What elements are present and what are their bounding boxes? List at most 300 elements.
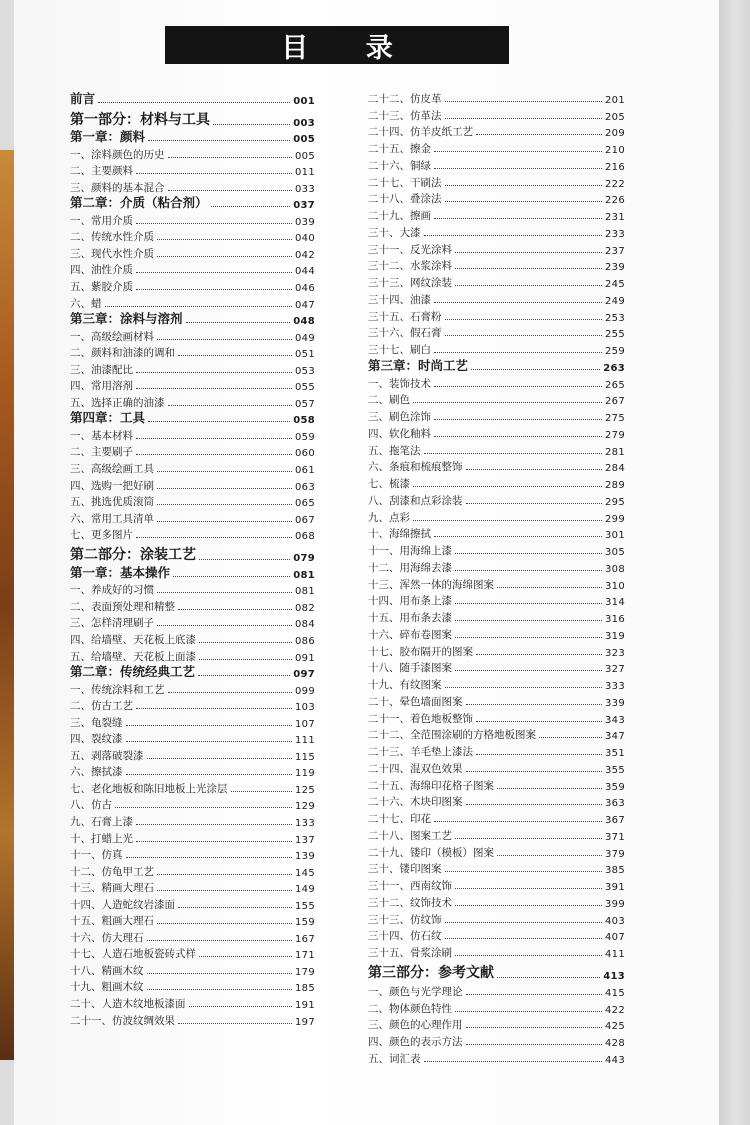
leader-dots — [136, 841, 292, 842]
leader-dots — [455, 603, 602, 604]
toc-page-number: 343 — [605, 714, 625, 726]
toc-entry-title: 六、常用工具清单 — [70, 512, 154, 525]
toc-entry — [368, 860, 625, 877]
leader-dots — [148, 140, 290, 141]
toc-page-number: 428 — [605, 1038, 625, 1049]
toc-page-number: 222 — [605, 178, 625, 190]
leader-dots — [136, 388, 292, 389]
toc-entry-title: 二、传统水性介质 — [70, 231, 154, 244]
toc-entry — [368, 324, 625, 341]
toc-entry-title: 三、颜料的基本混合 — [70, 181, 165, 194]
toc-entry — [70, 261, 315, 278]
toc-page-number: 284 — [605, 463, 625, 475]
toc-entry-title: 十一、仿真 — [70, 849, 123, 862]
leader-dots — [455, 620, 602, 621]
toc-entry — [70, 697, 315, 714]
toc-page-number: 086 — [295, 635, 315, 647]
toc-entry — [368, 491, 625, 508]
toc-entry — [368, 307, 625, 324]
toc-entry-title: 一、养成好的习惯 — [70, 584, 154, 597]
toc-page-number: 263 — [603, 362, 625, 374]
toc-entry — [368, 1016, 625, 1033]
toc-entry-title: 四、选购一把好刷 — [70, 479, 154, 492]
leader-dots — [497, 788, 602, 789]
toc-page-number: 226 — [605, 195, 625, 207]
toc-page-number: 308 — [605, 563, 625, 575]
toc-entry-title: 十二、用海绵去漆 — [368, 561, 452, 574]
leader-dots — [445, 938, 603, 939]
toc-entry-title: 二十二、全范围涂刷的方格地板图案 — [368, 729, 536, 742]
toc-page-number: 316 — [605, 614, 625, 625]
toc-page-number: 415 — [605, 987, 625, 999]
toc-entry-title: 三十、大漆 — [368, 226, 421, 239]
toc-entry — [368, 982, 625, 999]
leader-dots — [455, 1011, 602, 1012]
toc-entry — [368, 659, 625, 676]
leader-dots — [126, 857, 293, 858]
toc-page-number: 067 — [295, 514, 315, 526]
toc-entry — [368, 793, 625, 810]
toc-entry-title: 二十五、擦金 — [368, 143, 431, 155]
toc-page-number: 299 — [605, 513, 625, 525]
toc-page-number: 097 — [293, 669, 315, 681]
toc-section-heading — [368, 357, 625, 374]
leader-dots — [455, 285, 602, 286]
leader-dots — [213, 124, 290, 125]
toc-entry — [368, 876, 625, 893]
toc-entry — [368, 943, 625, 960]
toc-entry-title: 三十三、网纹涂装 — [368, 277, 452, 289]
leader-dots — [157, 625, 292, 626]
toc-title: 目 录 — [165, 26, 509, 64]
toc-page-number: 155 — [295, 900, 315, 912]
leader-dots — [476, 654, 602, 655]
toc-entry-title: 二十六、木块印图案 — [368, 796, 463, 809]
leader-dots — [413, 520, 602, 521]
leader-dots — [136, 223, 292, 224]
toc-entry — [70, 680, 315, 697]
leader-dots — [147, 940, 293, 941]
toc-page-number: 301 — [605, 530, 625, 542]
leader-dots — [231, 791, 293, 792]
toc-entry — [70, 145, 315, 162]
toc-entry-title: 三十四、仿石纹 — [368, 930, 442, 943]
toc-entry-title: 三、刷色涂饰 — [368, 411, 431, 423]
toc-entry — [70, 597, 315, 614]
toc-page-number: 119 — [295, 768, 315, 780]
toc-entry — [70, 459, 315, 476]
toc-page-number: 001 — [293, 95, 315, 107]
toc-entry — [368, 541, 625, 558]
toc-page-number: 279 — [605, 429, 625, 441]
leader-dots — [424, 453, 603, 454]
leader-dots — [178, 1023, 292, 1024]
leader-dots — [539, 737, 602, 738]
toc-page-number: 289 — [605, 480, 625, 491]
leader-dots — [455, 670, 602, 671]
toc-entry — [368, 776, 625, 793]
toc-page-number: 185 — [295, 983, 315, 995]
toc-entry-title: 四、常用溶剂 — [70, 380, 133, 393]
toc-entry-title: 三十、镂印图案 — [368, 863, 442, 876]
leader-dots — [466, 503, 603, 504]
toc-entry — [70, 277, 315, 294]
leader-dots — [126, 741, 293, 742]
toc-page-number: 060 — [295, 448, 315, 460]
toc-entry — [368, 726, 625, 743]
leader-dots — [157, 890, 292, 891]
toc-entry — [70, 526, 315, 543]
toc-entry-title: 九、点彩 — [368, 511, 410, 524]
page-edge — [719, 0, 750, 1125]
toc-page-number: 005 — [293, 134, 315, 146]
toc-entry-title: 二、表面预处理和精整 — [70, 600, 175, 613]
toc-entry-title: 二十三、羊毛垫上漆法 — [368, 746, 473, 758]
toc-entry — [368, 391, 625, 408]
toc-page-number: 216 — [605, 161, 625, 173]
toc-entry-title: 五、选择正确的油漆 — [70, 396, 165, 409]
toc-page-number: 275 — [605, 413, 625, 424]
toc-section-heading — [70, 90, 315, 107]
leader-dots — [434, 151, 602, 152]
toc-entry-title: 三、高级绘画工具 — [70, 463, 154, 476]
leader-dots — [157, 592, 292, 593]
toc-page-number: 355 — [605, 764, 625, 776]
toc-entry-title: 第二章：传统经典工艺 — [70, 664, 196, 680]
toc-entry — [70, 244, 315, 261]
leader-dots — [424, 235, 603, 236]
toc-entry — [70, 978, 315, 995]
toc-page-number: 115 — [295, 751, 315, 763]
toc-entry — [70, 928, 315, 945]
toc-page-number: 411 — [605, 949, 625, 960]
toc-entry-title: 二、主要刷子 — [70, 446, 133, 459]
toc-page-number: 039 — [295, 216, 315, 228]
toc-page-number: 167 — [295, 933, 315, 945]
leader-dots — [445, 871, 603, 872]
toc-entry-title: 十六、碎布卷图案 — [368, 628, 452, 641]
leader-dots — [189, 1006, 293, 1007]
toc-entry-title: 四、颜色的表示方法 — [368, 1036, 463, 1048]
toc-entry-title: 三、油漆配比 — [70, 363, 133, 376]
toc-entry — [70, 829, 315, 846]
leader-dots — [136, 372, 292, 373]
toc-entry — [70, 228, 315, 245]
leader-dots — [497, 977, 600, 978]
toc-page-number: 139 — [295, 851, 315, 863]
toc-entry-title: 十五、粗画大理石 — [70, 915, 154, 928]
leader-dots — [168, 692, 293, 693]
toc-entry — [368, 608, 625, 625]
toc-entry — [368, 374, 625, 391]
toc-entry-title: 二十五、海绵印花格子图案 — [368, 779, 494, 792]
leader-dots — [445, 687, 603, 688]
toc-entry — [368, 407, 625, 424]
leader-dots — [136, 824, 292, 825]
toc-entry — [70, 994, 315, 1011]
toc-page-number: 103 — [295, 702, 315, 714]
toc-entry-title: 三十二、纹饰技术 — [368, 896, 452, 909]
toc-page-number: 327 — [605, 664, 625, 676]
leader-dots — [136, 537, 292, 538]
toc-entry-title: 二、仿古工艺 — [70, 700, 133, 713]
toc-page-number: 363 — [605, 798, 625, 810]
leader-dots — [455, 888, 602, 889]
toc-entry — [70, 294, 315, 311]
leader-dots — [178, 907, 292, 908]
leader-dots — [476, 721, 602, 722]
toc-entry — [368, 843, 625, 860]
toc-entry-title: 十九、有纹图案 — [368, 679, 442, 691]
toc-entry-title: 五、拖笔法 — [368, 444, 421, 457]
leader-dots — [147, 989, 293, 990]
toc-entry-title: 十四、用布条上漆 — [368, 595, 452, 608]
toc-page-number: 171 — [295, 950, 315, 962]
toc-entry — [368, 927, 625, 944]
toc-entry-title: 二十七、印花 — [368, 813, 431, 825]
toc-page-number: 133 — [295, 817, 315, 829]
toc-entry-title: 十三、浑然一体的海绵图案 — [368, 578, 494, 591]
toc-page-number: 259 — [605, 346, 625, 357]
leader-dots — [466, 469, 603, 470]
leader-dots — [445, 185, 603, 186]
leader-dots — [413, 402, 602, 403]
toc-entry — [368, 625, 625, 642]
toc-entry-title: 十、打蜡上光 — [70, 832, 133, 845]
toc-page-number: 061 — [295, 465, 315, 477]
toc-entry-title: 第一章：颜料 — [70, 129, 146, 145]
toc-entry-title: 三十五、石膏粉 — [368, 310, 442, 323]
toc-entry-title: 二十九、镂印（模板）图案 — [368, 846, 494, 859]
toc-entry-title: 第二章：介质（粘合剂） — [70, 195, 208, 211]
toc-entry — [368, 525, 625, 542]
leader-dots — [445, 335, 603, 336]
toc-entry — [70, 360, 315, 377]
toc-page-number: 033 — [295, 183, 315, 195]
toc-page-number: 333 — [605, 681, 625, 692]
leader-dots — [136, 438, 292, 439]
toc-page-number: 310 — [605, 580, 625, 592]
leader-dots — [136, 708, 292, 709]
toc-entry — [368, 474, 625, 491]
toc-entry — [70, 713, 315, 730]
toc-section-heading — [70, 410, 315, 427]
toc-entry-title: 二十四、混双色效果 — [368, 762, 463, 775]
leader-dots — [455, 905, 602, 906]
toc-entry — [368, 709, 625, 726]
toc-entry-title: 四、裂纹漆 — [70, 733, 123, 746]
toc-entry-title: 七、梳漆 — [368, 478, 410, 490]
toc-entry-title: 七、老化地板和陈旧地板上光涂层 — [70, 782, 228, 795]
toc-entry — [70, 812, 315, 829]
toc-entry-title: 十一、用海绵上漆 — [368, 545, 452, 557]
toc-entry-title: 三十七、刷白 — [368, 344, 431, 356]
toc-entry-title: 四、油性介质 — [70, 264, 133, 277]
toc-page-number: 079 — [293, 553, 315, 565]
leader-dots — [466, 771, 603, 772]
leader-dots — [178, 609, 292, 610]
leader-dots — [147, 758, 293, 759]
toc-page-number: 051 — [295, 349, 315, 361]
toc-page-number: 149 — [295, 884, 315, 896]
leader-dots — [434, 168, 602, 169]
leader-dots — [157, 339, 292, 340]
toc-entry-title: 第二部分：涂装工艺 — [70, 547, 196, 564]
toc-entry — [70, 162, 315, 179]
toc-entry — [368, 809, 625, 826]
toc-page-number: 347 — [605, 731, 625, 743]
toc-entry — [70, 581, 315, 598]
toc-entry-title: 六、蜡 — [70, 297, 102, 310]
toc-entry — [368, 910, 625, 927]
toc-page-number: 399 — [605, 898, 625, 910]
leader-dots — [157, 239, 292, 240]
toc-entry-title: 六、条痕和梳痕整饰 — [368, 461, 463, 474]
toc-entry-title: 十七、人造石地板瓷砖式样 — [70, 948, 196, 961]
toc-entry — [368, 190, 625, 207]
toc-entry-title: 三十六、假石膏 — [368, 327, 442, 340]
toc-page-number: 371 — [605, 831, 625, 843]
leader-dots — [476, 754, 602, 755]
toc-entry — [70, 846, 315, 863]
toc-page-number: 005 — [295, 150, 315, 162]
toc-page-number: 413 — [603, 971, 625, 982]
toc-page-number: 179 — [295, 966, 315, 978]
toc-page-number: 323 — [605, 647, 625, 659]
leader-dots — [466, 994, 603, 995]
leader-dots — [445, 101, 603, 102]
toc-entry-title: 一、常用介质 — [70, 214, 133, 227]
toc-entry-title: 第一部分：材料与工具 — [70, 111, 210, 128]
toc-entry-title: 一、颜色与光学理论 — [368, 985, 463, 998]
toc-section-heading — [70, 195, 315, 212]
toc-entry — [368, 1032, 625, 1049]
toc-entry-title: 五、词汇表 — [368, 1052, 421, 1065]
leader-dots — [466, 1027, 603, 1028]
leader-dots — [157, 874, 292, 875]
leader-dots — [168, 190, 293, 191]
toc-entry-title: 二十一、着色地板整饰 — [368, 712, 473, 725]
toc-entry — [70, 178, 315, 195]
toc-entry — [70, 862, 315, 879]
toc-page-number: 111 — [295, 735, 315, 747]
toc-entry — [70, 630, 315, 647]
leader-dots — [199, 659, 292, 660]
toc-entry — [368, 206, 625, 223]
toc-entry-title: 二十三、仿革法 — [368, 109, 442, 122]
toc-entry — [70, 961, 315, 978]
toc-page-number: 403 — [605, 915, 625, 927]
leader-dots — [147, 973, 293, 974]
toc-entry-title: 三十二、水浆涂料 — [368, 260, 452, 273]
toc-page-number: 197 — [295, 1016, 315, 1028]
toc-entry — [368, 742, 625, 759]
toc-entry-title: 二十八、叠涂法 — [368, 193, 442, 206]
toc-entry — [368, 692, 625, 709]
toc-entry — [368, 508, 625, 525]
toc-entry-title: 五、剥落破裂漆 — [70, 749, 144, 762]
toc-entry — [368, 592, 625, 609]
toc-entry-title: 二十八、图案工艺 — [368, 829, 452, 842]
toc-page-number: 233 — [605, 228, 625, 240]
toc-entry-title: 五、挑选优质滚筒 — [70, 496, 154, 509]
toc-page-number: 209 — [605, 128, 625, 140]
leader-dots — [434, 352, 602, 353]
toc-page-number: 314 — [605, 597, 625, 609]
leader-dots — [497, 587, 602, 588]
leader-dots — [157, 923, 292, 924]
toc-page-number: 129 — [295, 801, 315, 813]
toc-page-number: 065 — [295, 498, 315, 510]
toc-entry-title: 二十一、仿波纹绸效果 — [70, 1014, 175, 1027]
toc-entry — [368, 1049, 625, 1066]
toc-page-number: 191 — [295, 999, 315, 1011]
toc-page-number: 425 — [605, 1021, 625, 1033]
toc-entry — [70, 730, 315, 747]
toc-entry — [70, 377, 315, 394]
leader-dots — [424, 1061, 603, 1062]
toc-page-number: 159 — [295, 917, 315, 929]
toc-section-heading — [70, 107, 315, 129]
toc-entry — [368, 458, 625, 475]
toc-entry — [368, 441, 625, 458]
toc-page-number: 042 — [295, 249, 315, 261]
leader-dots — [148, 421, 290, 422]
toc-section-heading — [70, 542, 315, 564]
leader-dots — [199, 559, 290, 560]
toc-page-number: 319 — [605, 630, 625, 642]
toc-entry — [368, 558, 625, 575]
toc-page-number: 267 — [605, 396, 625, 408]
leader-dots — [186, 322, 291, 323]
leader-dots — [434, 419, 602, 420]
toc-entry — [70, 912, 315, 929]
leader-dots — [455, 570, 602, 571]
leader-dots — [199, 642, 292, 643]
toc-page-number: 385 — [605, 865, 625, 877]
toc-page-number: 082 — [295, 602, 315, 614]
toc-page-number: 011 — [295, 167, 315, 179]
toc-entry-title: 第三部分：参考文献 — [368, 965, 494, 981]
toc-entry — [70, 1011, 315, 1028]
leader-dots — [445, 922, 603, 923]
leader-dots — [178, 355, 292, 356]
toc-entry-title: 十六、仿大理石 — [70, 931, 144, 944]
leader-dots — [126, 774, 293, 775]
leader-dots — [211, 206, 291, 207]
toc-page-number: 037 — [293, 200, 315, 212]
toc-entry — [368, 893, 625, 910]
toc-page-number: 231 — [605, 212, 625, 223]
leader-dots — [157, 504, 292, 505]
toc-page-number: 063 — [295, 481, 315, 493]
toc-entry-title: 三、现代水性介质 — [70, 247, 154, 260]
toc-entry-title: 四、软化釉料 — [368, 427, 431, 440]
toc-page-number: 125 — [295, 784, 315, 796]
leader-dots — [199, 956, 292, 957]
toc-entry — [70, 895, 315, 912]
toc-entry-title: 前言 — [70, 90, 96, 106]
toc-entry — [368, 257, 625, 274]
toc-page-number: 091 — [295, 652, 315, 664]
toc-page-number: 255 — [605, 329, 625, 341]
toc-page-number: 145 — [295, 867, 315, 879]
leader-dots — [157, 256, 292, 257]
toc-page-number: 295 — [605, 496, 625, 508]
leader-dots — [434, 536, 602, 537]
toc-entry-title: 第一章：基本操作 — [70, 564, 171, 580]
leader-dots — [173, 576, 290, 577]
